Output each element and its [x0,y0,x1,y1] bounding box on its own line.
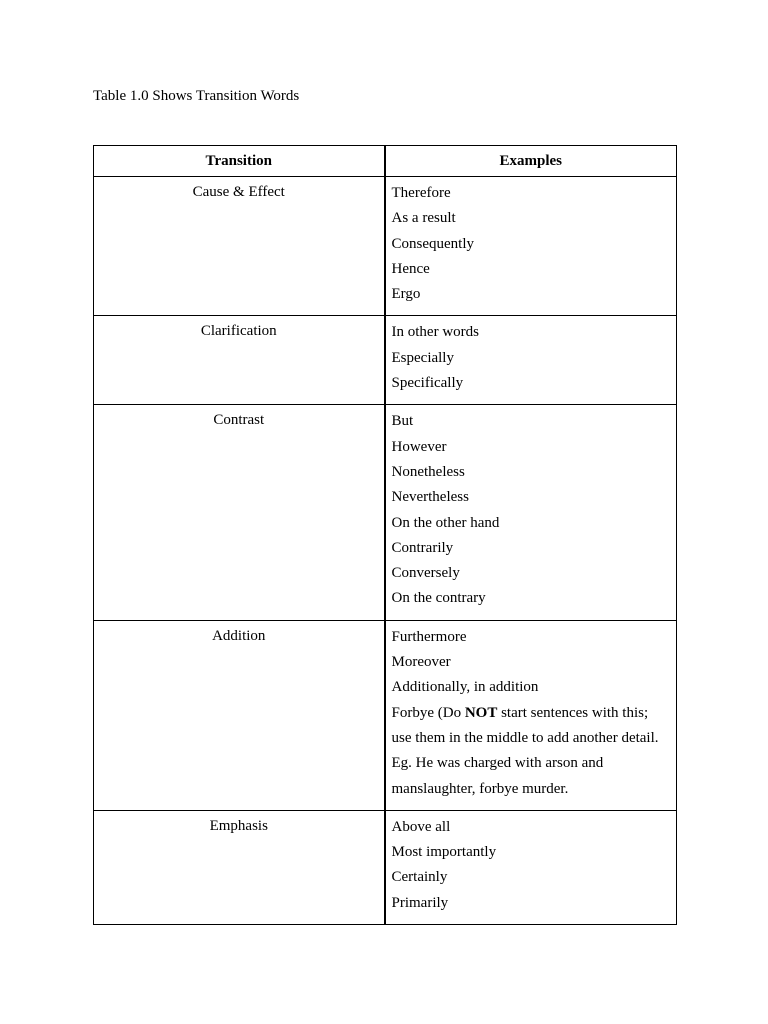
table-row [94,316,677,405]
example-item: Contrarily [391,539,454,556]
header-transition: Transition [94,146,385,177]
table-row [94,810,677,924]
examples-cell [385,810,677,924]
transition-cell: Clarification [94,316,385,405]
transition-cell: Emphasis [94,810,385,924]
example-item: On the other hand [391,514,500,531]
example-item: Therefore [391,185,451,201]
example-item: But [391,413,414,430]
transition-cell: Addition [94,620,385,810]
note-emphasis: NOT [464,704,498,721]
example-note-line [392,701,671,726]
example-item: Ergo [391,286,421,303]
examples-cell [385,177,677,316]
table-header-row [94,146,677,177]
example-item: Additionally, in addition [391,679,539,696]
example-item: Most importantly [391,844,497,861]
example-item: Nevertheless [391,489,469,506]
example-item: Above all [391,818,451,835]
example-item: Consequently [391,235,474,252]
example-item: Especially [391,349,454,366]
example-note-line: Eg. He was charged with arson and [391,755,604,772]
example-item: As a result [391,210,456,227]
header-examples: Examples [385,146,677,177]
example-item: Nonetheless [391,463,465,480]
examples-cell [385,620,677,810]
example-item: Hence [391,260,430,277]
example-item: Specifically [391,375,464,392]
example-item: Conversely [391,565,460,582]
transition-words-table [93,145,677,925]
example-note-line: use them in the middle to add another detail. [391,729,659,746]
examples-cell [385,316,677,405]
example-item: Furthermore [391,628,467,645]
example-item: Primarily [391,894,449,911]
example-item: Moreover [391,654,451,671]
example-item: However [391,438,447,455]
table-row [94,177,677,316]
examples-cell [385,405,677,620]
table-caption: Table 1.0 Shows Transition Words [93,88,300,104]
note-suffix: start sentences with this; [497,704,649,721]
example-item: In other words [391,324,479,341]
table-row [94,620,677,810]
example-item: Certainly [391,869,448,886]
example-note-line: manslaughter, forbye murder. [391,780,569,797]
example-item: On the contrary [391,590,486,607]
note-prefix: Forbye (Do [391,704,465,721]
transition-cell: Contrast [94,405,385,620]
transition-cell: Cause & Effect [94,177,385,316]
table-row [94,405,677,620]
